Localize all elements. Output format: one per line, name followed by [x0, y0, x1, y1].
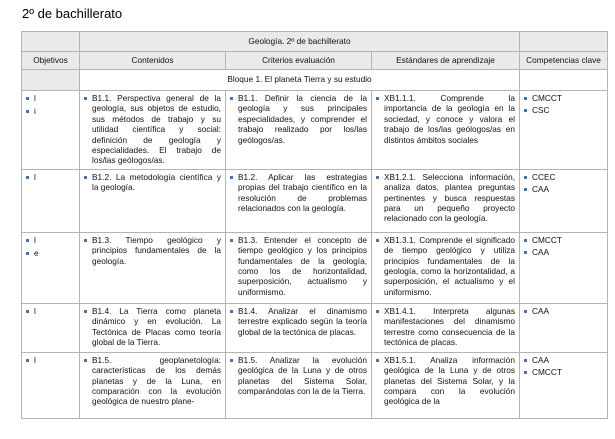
- list-item: [376, 93, 515, 145]
- column-header-estandares: Estándares de aprendizaje: [372, 52, 520, 70]
- subject-header: Geología. 2º de bachillerato: [80, 32, 520, 52]
- curriculum-table: [21, 31, 608, 419]
- list-item: [26, 235, 75, 245]
- bullet-icon: [376, 176, 379, 179]
- block-title-row: [22, 70, 608, 91]
- competencias-cell: [520, 232, 608, 303]
- competencia-label: CSC: [532, 105, 550, 116]
- bullet-icon: [524, 188, 527, 191]
- bullet-icon: [376, 239, 379, 242]
- list-item: [230, 355, 367, 397]
- list-item: [376, 306, 515, 348]
- estandares-cell: [372, 169, 520, 232]
- objetivo-label: e: [34, 248, 39, 259]
- list-item: [230, 93, 367, 145]
- column-header-row: [22, 52, 608, 70]
- bullet-icon: [230, 310, 233, 313]
- objetivos-cell: [22, 91, 80, 170]
- column-header-objetivos: Objetivos: [22, 52, 80, 70]
- competencia-label: CAA: [532, 354, 550, 365]
- bullet-icon: [230, 176, 233, 179]
- estandar-text: XB1.4.1. Interpreta algunas manifestaciones del dinamismo terrestre como consecuencia de la tectónica de placas.: [384, 305, 515, 348]
- list-item: [230, 306, 367, 337]
- list-item: [230, 172, 367, 214]
- contenidos-cell: [80, 91, 226, 170]
- bullet-icon: [524, 251, 527, 254]
- header-empty-cell: [520, 32, 608, 52]
- objetivo-label: l: [34, 171, 36, 182]
- list-item: [84, 306, 221, 348]
- competencia-label: CAA: [532, 247, 550, 258]
- competencia-label: CMCCT: [532, 93, 562, 103]
- criterios-cell: [226, 232, 372, 303]
- criterios-cell: [226, 169, 372, 232]
- objetivos-cell: [22, 232, 80, 303]
- block-title: Bloque 1. El planeta Tierra y su estudio: [80, 70, 520, 91]
- list-item: [524, 355, 603, 365]
- objetivo-label: l: [34, 354, 36, 365]
- table-row: [22, 303, 608, 352]
- table-row: [22, 91, 608, 170]
- objetivo-label: l: [34, 305, 36, 316]
- contenidos-cell: [80, 352, 226, 418]
- list-item: [84, 235, 221, 266]
- table-row: [22, 352, 608, 418]
- bullet-icon: [376, 310, 379, 313]
- objetivos-cell: [22, 352, 80, 418]
- list-item: [376, 172, 515, 224]
- list-item: [84, 355, 221, 407]
- bullet-icon: [26, 239, 29, 242]
- criterio-text: B1.2. Aplicar las estrategias propias del trabajo científico en la resolución de problemas relacionados con la geología.: [238, 171, 367, 214]
- bullet-icon: [26, 359, 29, 362]
- list-item: [376, 235, 515, 297]
- bullet-icon: [524, 359, 527, 362]
- competencias-cell: [520, 303, 608, 352]
- estandares-cell: [372, 232, 520, 303]
- list-item: [26, 306, 75, 316]
- list-item: [26, 93, 75, 103]
- estandar-text: XB1.5.1. Analiza información geológica de la Luna y de otros planetas del Sistema Solar, y la compara con la evolución geológica de la: [384, 354, 515, 407]
- competencia-label: CAA: [532, 305, 550, 316]
- estandar-text: XB1.2.1. Selecciona información, analiza datos, plantea preguntas pertinentes y busca respuestas para un pequeño proyecto relacionado con la geología.: [384, 171, 515, 224]
- list-item: [230, 235, 367, 297]
- bullet-icon: [26, 110, 29, 113]
- estandares-cell: [372, 303, 520, 352]
- bullet-icon: [26, 252, 29, 255]
- bullet-icon: [376, 97, 379, 100]
- block-empty-cell: [22, 70, 80, 91]
- estandar-text: XB1.1.1. Comprende la importancia de la geología en la sociedad, y conoce y valora el trabajo de los/las geólogos/as en distintos ámbitos sociales: [384, 93, 515, 145]
- bullet-icon: [84, 310, 87, 313]
- bullet-icon: [376, 359, 379, 362]
- bullet-icon: [84, 359, 87, 362]
- bullet-icon: [524, 310, 527, 313]
- list-item: [84, 172, 221, 193]
- competencia-label: CAA: [532, 184, 550, 195]
- list-item: [26, 106, 75, 116]
- criterio-text: B1.1. Definir la ciencia de la geología y sus principales especialidades, y comprender el trabajo realizado por los/las geólogos/as.: [238, 93, 367, 145]
- competencias-cell: [520, 352, 608, 418]
- list-item: [524, 235, 603, 245]
- list-item: [26, 172, 75, 182]
- objetivos-cell: [22, 169, 80, 232]
- list-item: [26, 248, 75, 258]
- competencias-cell: [520, 169, 608, 232]
- bullet-icon: [84, 97, 87, 100]
- column-header-competencias: Competencias clave: [520, 52, 608, 70]
- contenidos-cell: [80, 169, 226, 232]
- bullet-icon: [230, 359, 233, 362]
- bullet-icon: [230, 97, 233, 100]
- objetivo-label: i: [34, 106, 36, 117]
- objetivo-label: l: [34, 93, 36, 103]
- list-item: [524, 306, 603, 316]
- list-item: [26, 355, 75, 365]
- column-header-contenidos: Contenidos: [80, 52, 226, 70]
- competencia-label: CCEC: [532, 171, 556, 182]
- bullet-icon: [524, 239, 527, 242]
- block-empty-cell: [520, 70, 608, 91]
- bullet-icon: [84, 176, 87, 179]
- page-heading: 2º de bachillerato: [22, 6, 123, 21]
- list-item: [524, 184, 603, 194]
- criterios-cell: [226, 91, 372, 170]
- bullet-icon: [84, 239, 87, 242]
- criterio-text: B1.5. Analizar la evolución geológica de la Luna y de otros planetas del Sistema Solar, comparándolas con la de la Tierra.: [238, 354, 367, 397]
- bullet-icon: [524, 109, 527, 112]
- objetivos-cell: [22, 303, 80, 352]
- list-item: [524, 93, 603, 103]
- contenido-text: B1.1. Perspectiva general de la geología, sus objetos de estudio, sus métodos de trabajo y su utilidad científica y social: definición de geología y especialidades. El trabajo de los/las geólogos/as.: [92, 93, 221, 166]
- criterio-text: B1.4. Analizar el dinamismo terrestre explicado según la teoría global de la tectónica de placas.: [238, 305, 367, 337]
- competencia-label: CMCCT: [532, 234, 562, 245]
- bullet-icon: [26, 97, 29, 100]
- contenido-text: B1.2. La metodología científica y la geología.: [92, 171, 221, 193]
- header-empty-cell: [22, 32, 80, 52]
- contenido-text: B1.3. Tiempo geológico y principios fundamentales de la geología.: [92, 234, 221, 266]
- column-header-criterios: Criterios evaluación: [226, 52, 372, 70]
- bullet-icon: [26, 176, 29, 179]
- bullet-icon: [524, 176, 527, 179]
- criterio-text: B1.3. Entender el concepto de tiempo geológico y los principios fundamentales de la geología, como los de horizontalidad, superposición, actualismo y uniformismo.: [238, 234, 367, 297]
- criterios-cell: [226, 352, 372, 418]
- criterios-cell: [226, 303, 372, 352]
- estandar-text: XB1.3.1. Comprende el significado de tiempo geológico y utiliza principios fundamentales de la geología, como la horizontalidad, a superposición, el actualismo y el uniformismo.: [384, 234, 515, 297]
- contenido-text: B1.4. La Tierra como planeta dinámico y en evolución. La Tectónica de Placas como teoría global de la Tierra.: [92, 305, 221, 348]
- bullet-icon: [524, 371, 527, 374]
- table-row: [22, 169, 608, 232]
- bullet-icon: [230, 239, 233, 242]
- bullet-icon: [26, 310, 29, 313]
- curriculum-table-container: [21, 31, 607, 419]
- list-item: [84, 93, 221, 166]
- estandares-cell: [372, 91, 520, 170]
- contenidos-cell: [80, 232, 226, 303]
- contenidos-cell: [80, 303, 226, 352]
- competencia-label: CMCCT: [532, 367, 562, 378]
- list-item: [376, 355, 515, 407]
- objetivo-label: l: [34, 234, 36, 245]
- competencias-cell: [520, 91, 608, 170]
- list-item: [524, 105, 603, 115]
- subject-header-row: [22, 32, 608, 52]
- bullet-icon: [524, 97, 527, 100]
- list-item: [524, 367, 603, 377]
- list-item: [524, 247, 603, 257]
- table-row: [22, 232, 608, 303]
- list-item: [524, 172, 603, 182]
- estandares-cell: [372, 352, 520, 418]
- contenido-text: B1.5. geoplanetología: características de los demás planetas y de la Luna, en comparación con la evolución geológica de nuestro plane-: [92, 354, 221, 407]
